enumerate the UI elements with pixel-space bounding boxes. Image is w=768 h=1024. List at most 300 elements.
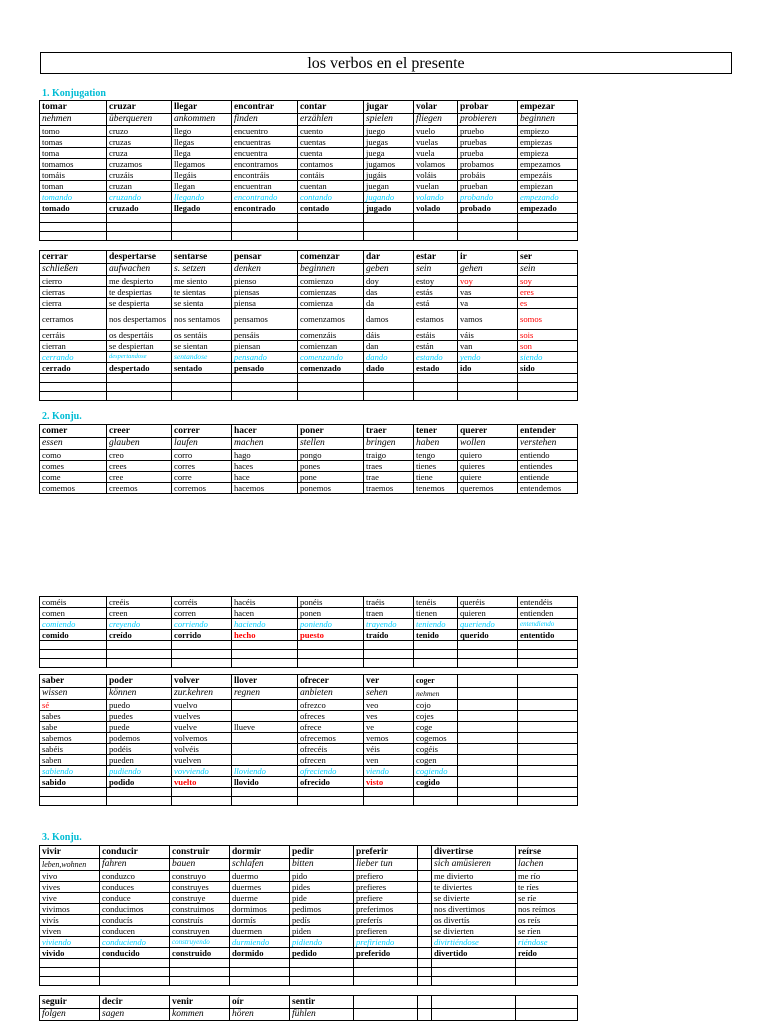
translation: hören	[230, 1009, 290, 1021]
conj-cell: cojo	[414, 700, 458, 711]
conj-cell: se divierten	[432, 926, 516, 937]
conj-cell: entiende	[518, 472, 578, 483]
conj-cell: pensamos	[232, 309, 298, 330]
conj-cell: comen	[40, 608, 107, 619]
participle: volado	[414, 203, 458, 214]
translation: machen	[232, 438, 298, 450]
gerund: siendo	[518, 352, 578, 363]
conj-cell: das	[364, 287, 414, 298]
verb-head: encontrar	[232, 101, 298, 114]
conj-cell: juego	[364, 126, 414, 137]
conj-cell: preferimos	[354, 904, 418, 915]
conj-cell: llueve	[232, 722, 298, 733]
conj-cell: crees	[107, 461, 172, 472]
verb-head: despertarse	[107, 251, 172, 264]
translation: anbieten	[298, 688, 364, 700]
gerund: jugando	[364, 192, 414, 203]
conj-cell: vamos	[458, 309, 518, 330]
conj-cell: encontramos	[232, 159, 298, 170]
verb-head: ofrecer	[298, 675, 364, 688]
conjugation-table-7	[39, 995, 578, 1021]
gerund: cruzando	[107, 192, 172, 203]
gerund: comiendo	[40, 619, 107, 630]
translation: sagen	[100, 1009, 170, 1021]
conj-cell	[232, 733, 298, 744]
verb-head: entender	[518, 425, 578, 438]
conj-cell: nos sentamos	[172, 309, 232, 330]
conj-cell: vuelas	[414, 137, 458, 148]
conj-cell: véis	[364, 744, 414, 755]
gerund: sentandose	[172, 352, 232, 363]
conj-cell: empiezan	[518, 181, 578, 192]
translation: aufwachen	[107, 264, 172, 276]
verb-head: tomar	[40, 101, 107, 114]
participle: comido	[40, 630, 107, 641]
conj-cell: piensas	[232, 287, 298, 298]
conj-cell: pones	[298, 461, 364, 472]
conj-cell: se ríe	[516, 893, 578, 904]
conj-cell: entienden	[518, 608, 578, 619]
conj-cell: creemos	[107, 483, 172, 494]
gerund: lloviendo	[232, 766, 298, 777]
conj-cell: te ríes	[516, 882, 578, 893]
gerund: cogiendo	[414, 766, 458, 777]
participle: dormido	[230, 948, 290, 959]
conj-cell: jugáis	[364, 170, 414, 181]
verb-head: sentir	[290, 996, 354, 1009]
participle: podido	[107, 777, 172, 788]
conj-cell: podemos	[107, 733, 172, 744]
participle: encontrado	[232, 203, 298, 214]
conj-cell: voláis	[414, 170, 458, 181]
conj-cell: vuelves	[172, 711, 232, 722]
participle: empezado	[518, 203, 578, 214]
translation: leben,wohnen	[40, 859, 100, 871]
conj-cell: llega	[172, 148, 232, 159]
conj-cell: ofrezco	[298, 700, 364, 711]
conj-cell: juegas	[364, 137, 414, 148]
conj-cell: tenemos	[414, 483, 458, 494]
conj-cell: toma	[40, 148, 107, 159]
conj-cell: puedes	[107, 711, 172, 722]
conjugation-table-6	[39, 845, 578, 986]
conj-cell: cerráis	[40, 330, 107, 341]
conj-cell: estoy	[414, 276, 458, 287]
conj-cell: pruebo	[458, 126, 518, 137]
conj-cell: hacéis	[232, 597, 298, 608]
translation: bauen	[170, 859, 230, 871]
conj-cell: comienzo	[298, 276, 364, 287]
verb-head: querer	[458, 425, 518, 438]
conj-cell: os despertáis	[107, 330, 172, 341]
gerund: conduciendo	[100, 937, 170, 948]
conj-cell: pueden	[107, 755, 172, 766]
conj-cell: ofrecéis	[298, 744, 364, 755]
participle: corrido	[172, 630, 232, 641]
verb-head: probar	[458, 101, 518, 114]
verb-head: empezar	[518, 101, 578, 114]
conj-cell: traes	[364, 461, 414, 472]
conj-cell: estás	[414, 287, 458, 298]
conj-cell: tenéis	[414, 597, 458, 608]
conj-cell: cogen	[414, 755, 458, 766]
participle: construido	[170, 948, 230, 959]
verb-head: jugar	[364, 101, 414, 114]
conjugation-table-3	[39, 424, 578, 494]
verb-head: hacer	[232, 425, 298, 438]
conj-cell: creéis	[107, 597, 172, 608]
participle: sabido	[40, 777, 107, 788]
conj-cell: van	[458, 341, 518, 352]
conj-cell: nos divertimos	[432, 904, 516, 915]
conj-cell: duermo	[230, 871, 290, 882]
gerund: ofreciendo	[298, 766, 364, 777]
conj-cell: comienza	[298, 298, 364, 309]
conj-cell: ponéis	[298, 597, 364, 608]
translation: überqueren	[107, 114, 172, 126]
conj-cell: duerme	[230, 893, 290, 904]
participle: sentado	[172, 363, 232, 374]
participle: estado	[414, 363, 458, 374]
translation: beginnen	[298, 264, 364, 276]
conj-cell: ofrecemos	[298, 733, 364, 744]
verb-head: poder	[107, 675, 172, 688]
verb-head: ir	[458, 251, 518, 264]
gerund: vovviendo	[172, 766, 232, 777]
conj-cell: corro	[172, 450, 232, 461]
conj-cell: podéis	[107, 744, 172, 755]
participle: ofrecido	[298, 777, 364, 788]
conj-cell: corres	[172, 461, 232, 472]
verb-head: conducir	[100, 846, 170, 859]
conj-cell: ves	[364, 711, 414, 722]
conj-cell: toman	[40, 181, 107, 192]
participle: divertido	[432, 948, 516, 959]
participle: comenzado	[298, 363, 364, 374]
conjugation-table-1	[39, 100, 578, 241]
conj-cell: conducimos	[100, 904, 170, 915]
conj-cell: hacemos	[232, 483, 298, 494]
conj-cell: sabe	[40, 722, 107, 733]
conj-cell: entiendo	[518, 450, 578, 461]
conj-cell	[232, 744, 298, 755]
conj-cell: soy	[518, 276, 578, 287]
conj-cell: comemos	[40, 483, 107, 494]
conj-cell: cuento	[298, 126, 364, 137]
conj-cell: piensan	[232, 341, 298, 352]
conj-cell: están	[414, 341, 458, 352]
conj-cell: vivo	[40, 871, 100, 882]
conj-cell: traen	[364, 608, 414, 619]
conj-cell: vivís	[40, 915, 100, 926]
conj-cell: cuentas	[298, 137, 364, 148]
translation: wollen	[458, 438, 518, 450]
conj-cell: empiezas	[518, 137, 578, 148]
verb-head: contar	[298, 101, 364, 114]
conj-cell: pone	[298, 472, 364, 483]
conj-cell: traéis	[364, 597, 414, 608]
conj-cell: os reís	[516, 915, 578, 926]
conj-cell: nos reímos	[516, 904, 578, 915]
verb-head: vivir	[40, 846, 100, 859]
gerund: cerrando	[40, 352, 107, 363]
conj-cell: sois	[518, 330, 578, 341]
conj-cell: comenzáis	[298, 330, 364, 341]
gerund: sabiendo	[40, 766, 107, 777]
conj-cell: te sientas	[172, 287, 232, 298]
participle: jugado	[364, 203, 414, 214]
conj-cell: ofreces	[298, 711, 364, 722]
participle: preferido	[354, 948, 418, 959]
translation: denken	[232, 264, 298, 276]
conj-cell: llegan	[172, 181, 232, 192]
translation: sein	[414, 264, 458, 276]
verb-head: llegar	[172, 101, 232, 114]
section-label-3: 3. Konju.	[42, 832, 82, 843]
gerund: viviendo	[40, 937, 100, 948]
conj-cell: me río	[516, 871, 578, 882]
conj-cell: sé	[40, 700, 107, 711]
conj-cell: tomáis	[40, 170, 107, 181]
conj-cell: cerramos	[40, 309, 107, 330]
conj-cell: dormís	[230, 915, 290, 926]
conj-cell: pedís	[290, 915, 354, 926]
translation: geben	[364, 264, 414, 276]
conj-cell: saben	[40, 755, 107, 766]
section-label-2: 2. Konju.	[42, 411, 82, 422]
conj-cell: cierran	[40, 341, 107, 352]
conj-cell: veo	[364, 700, 414, 711]
gerund: teniendo	[414, 619, 458, 630]
conj-cell: cruzo	[107, 126, 172, 137]
conj-cell: volvemos	[172, 733, 232, 744]
conj-cell: corre	[172, 472, 232, 483]
participle: vuelto	[172, 777, 232, 788]
conj-cell: quieres	[458, 461, 518, 472]
conj-cell: piensa	[232, 298, 298, 309]
gerund: creyendo	[107, 619, 172, 630]
conj-cell: vivimos	[40, 904, 100, 915]
conj-cell: prefiero	[354, 871, 418, 882]
translation: bringen	[364, 438, 414, 450]
conj-cell: tiene	[414, 472, 458, 483]
verb-head: reírse	[516, 846, 578, 859]
conjugation-table-5	[39, 674, 578, 806]
conj-cell: juega	[364, 148, 414, 159]
conj-cell: empezamos	[518, 159, 578, 170]
translation: nehmen	[40, 114, 107, 126]
gerund: tomando	[40, 192, 107, 203]
conj-cell: te despiertas	[107, 287, 172, 298]
conj-cell: llego	[172, 126, 232, 137]
verb-head: tener	[414, 425, 458, 438]
conj-cell: ve	[364, 722, 414, 733]
conj-cell: encuentras	[232, 137, 298, 148]
gerund: prefiriendo	[354, 937, 418, 948]
gerund: encontrando	[232, 192, 298, 203]
gerund: llegando	[172, 192, 232, 203]
conj-cell: se despierta	[107, 298, 172, 309]
conj-cell: dáis	[364, 330, 414, 341]
conj-cell: creen	[107, 608, 172, 619]
conj-cell: queremos	[458, 483, 518, 494]
conj-cell: hacen	[232, 608, 298, 619]
conj-cell: contamos	[298, 159, 364, 170]
conj-cell: se sientan	[172, 341, 232, 352]
conj-cell: conduce	[100, 893, 170, 904]
gerund: estando	[414, 352, 458, 363]
participle: reído	[516, 948, 578, 959]
translation: haben	[414, 438, 458, 450]
conj-cell: voy	[458, 276, 518, 287]
conj-cell: me despierto	[107, 276, 172, 287]
gerund: volando	[414, 192, 458, 203]
gerund: queriendo	[458, 619, 518, 630]
conj-cell: sabéis	[40, 744, 107, 755]
verb-head: dormir	[230, 846, 290, 859]
translation: lieber tun	[354, 859, 418, 871]
conj-cell: se sienta	[172, 298, 232, 309]
verb-head: seguir	[40, 996, 100, 1009]
verb-head: cruzar	[107, 101, 172, 114]
participle: tomado	[40, 203, 107, 214]
conj-cell: llegáis	[172, 170, 232, 181]
gerund: contando	[298, 192, 364, 203]
conj-cell: vives	[40, 882, 100, 893]
conj-cell: tienes	[414, 461, 458, 472]
conj-cell: cruzáis	[107, 170, 172, 181]
conj-cell: cuentan	[298, 181, 364, 192]
conj-cell: cruza	[107, 148, 172, 159]
translation: probieren	[458, 114, 518, 126]
conj-cell: estamos	[414, 309, 458, 330]
conj-cell: llegas	[172, 137, 232, 148]
conj-cell: sabemos	[40, 733, 107, 744]
conj-cell: vuelve	[172, 722, 232, 733]
conj-cell: os sentáis	[172, 330, 232, 341]
conj-cell: quiere	[458, 472, 518, 483]
conj-cell: cuenta	[298, 148, 364, 159]
verb-head: creer	[107, 425, 172, 438]
translation: nehmen	[414, 688, 458, 700]
conj-cell: hace	[232, 472, 298, 483]
verb-head: venir	[170, 996, 230, 1009]
translation: bitten	[290, 859, 354, 871]
gerund: corriendo	[172, 619, 232, 630]
conj-cell: encuentro	[232, 126, 298, 137]
conj-cell: tienen	[414, 608, 458, 619]
gerund: construyendo	[170, 937, 230, 948]
participle: dado	[364, 363, 414, 374]
conj-cell: coméis	[40, 597, 107, 608]
conj-cell: prefieren	[354, 926, 418, 937]
conj-cell: pongo	[298, 450, 364, 461]
conj-cell: hago	[232, 450, 298, 461]
conj-cell: es	[518, 298, 578, 309]
participle: querido	[458, 630, 518, 641]
conj-cell: se divierte	[432, 893, 516, 904]
participle: llovido	[232, 777, 298, 788]
conj-cell: pienso	[232, 276, 298, 287]
conj-cell: construyen	[170, 926, 230, 937]
conj-cell: somos	[518, 309, 578, 330]
verb-head: coger	[414, 675, 458, 688]
participle: sido	[518, 363, 578, 374]
verb-head: preferir	[354, 846, 418, 859]
verb-head: pedir	[290, 846, 354, 859]
conj-cell: está	[414, 298, 458, 309]
conj-cell: volamos	[414, 159, 458, 170]
translation: kommen	[170, 1009, 230, 1021]
section-label-1: 1. Konjugation	[42, 88, 106, 99]
conj-cell: vemos	[364, 733, 414, 744]
conj-cell	[232, 755, 298, 766]
participle: vivido	[40, 948, 100, 959]
verb-head: cerrar	[40, 251, 107, 264]
conj-cell: te diviertes	[432, 882, 516, 893]
conj-cell: damos	[364, 309, 414, 330]
conj-cell: se despiertan	[107, 341, 172, 352]
participle: probado	[458, 203, 518, 214]
conj-cell	[232, 711, 298, 722]
verb-head: decir	[100, 996, 170, 1009]
conj-cell: va	[458, 298, 518, 309]
conj-cell: pide	[290, 893, 354, 904]
conj-cell: pido	[290, 871, 354, 882]
conj-cell: pruebas	[458, 137, 518, 148]
translation: laufen	[172, 438, 232, 450]
conj-cell: ven	[364, 755, 414, 766]
conj-cell: cierra	[40, 298, 107, 309]
verb-head: volar	[414, 101, 458, 114]
verb-head: divertirse	[432, 846, 516, 859]
participle: ido	[458, 363, 518, 374]
conj-cell: da	[364, 298, 414, 309]
translation: wissen	[40, 688, 107, 700]
conj-cell: trae	[364, 472, 414, 483]
conj-cell: empezáis	[518, 170, 578, 181]
translation: schließen	[40, 264, 107, 276]
conj-cell: cogéis	[414, 744, 458, 755]
gerund: pidiendo	[290, 937, 354, 948]
conj-cell: eres	[518, 287, 578, 298]
conj-cell: comienzan	[298, 341, 364, 352]
gerund: trayendo	[364, 619, 414, 630]
gerund: empezando	[518, 192, 578, 203]
participle: cerrado	[40, 363, 107, 374]
verb-head: sentarse	[172, 251, 232, 264]
translation: gehen	[458, 264, 518, 276]
conj-cell: cruzas	[107, 137, 172, 148]
conj-cell: prueban	[458, 181, 518, 192]
conj-cell: cogemos	[414, 733, 458, 744]
gerund: despertandose	[107, 352, 172, 363]
translation: folgen	[40, 1009, 100, 1021]
conj-cell: construimos	[170, 904, 230, 915]
conj-cell: váis	[458, 330, 518, 341]
participle: cogido	[414, 777, 458, 788]
conj-cell: corremos	[172, 483, 232, 494]
conj-cell: ofrecen	[298, 755, 364, 766]
verb-head: poner	[298, 425, 364, 438]
conj-cell: tomamos	[40, 159, 107, 170]
conj-cell: preferís	[354, 915, 418, 926]
conj-cell: piden	[290, 926, 354, 937]
conj-cell: jugamos	[364, 159, 414, 170]
conj-cell: construye	[170, 893, 230, 904]
gerund: poniendo	[298, 619, 364, 630]
conj-cell: dan	[364, 341, 414, 352]
